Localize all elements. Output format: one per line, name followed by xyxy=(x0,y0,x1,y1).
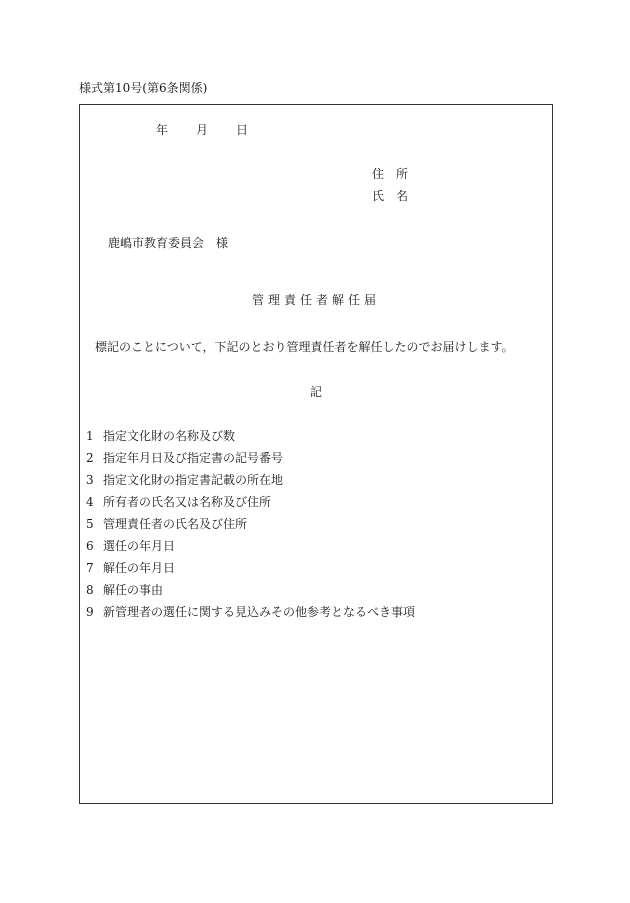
date-year: 年 xyxy=(156,123,169,137)
item-text: 新管理者の選任に関する見込みその他参考となるべき事項 xyxy=(103,605,416,619)
list-item xyxy=(86,430,415,452)
document-title: 管理責任者解任届 xyxy=(251,293,380,307)
addressee: 鹿嶋市教育委員会 様 xyxy=(108,236,229,250)
item-text: 所有者の氏名又は名称及び住所 xyxy=(103,495,272,509)
list-item xyxy=(86,452,415,474)
list-item xyxy=(86,518,415,540)
item-number: 6 xyxy=(86,539,94,553)
form-number-label: 様式第10号(第6条関係) xyxy=(79,81,208,95)
item-number: 4 xyxy=(86,495,94,509)
item-text: 選任の年月日 xyxy=(103,539,176,553)
name-label: 氏 名 xyxy=(372,189,409,203)
list-item xyxy=(86,562,415,584)
ki-heading: 記 xyxy=(309,385,322,399)
body-text: 標記のことについて，下記のとおり管理責任者を解任したのでお届けします。 xyxy=(95,340,514,354)
list-item xyxy=(86,606,415,628)
item-number: 1 xyxy=(86,429,94,443)
item-text: 指定年月日及び指定書の記号番号 xyxy=(103,451,284,465)
item-number: 8 xyxy=(86,583,94,597)
item-list xyxy=(86,430,415,628)
date-month: 月 xyxy=(196,123,209,137)
item-number: 9 xyxy=(86,605,94,619)
item-number: 2 xyxy=(86,451,94,465)
date-line xyxy=(156,124,248,136)
list-item xyxy=(86,474,415,496)
date-day: 日 xyxy=(236,123,249,137)
form-frame xyxy=(79,104,553,804)
list-item xyxy=(86,584,415,606)
item-text: 指定文化財の名称及び数 xyxy=(103,429,236,443)
address-label: 住 所 xyxy=(372,167,409,181)
item-number: 3 xyxy=(86,473,94,487)
item-text: 指定文化財の指定書記載の所在地 xyxy=(103,473,284,487)
list-item xyxy=(86,496,415,518)
list-item xyxy=(86,540,415,562)
item-text: 管理責任者の氏名及び住所 xyxy=(103,517,248,531)
item-number: 7 xyxy=(86,561,94,575)
item-text: 解任の事由 xyxy=(103,583,164,597)
item-number: 5 xyxy=(86,517,94,531)
item-text: 解任の年月日 xyxy=(103,561,176,575)
